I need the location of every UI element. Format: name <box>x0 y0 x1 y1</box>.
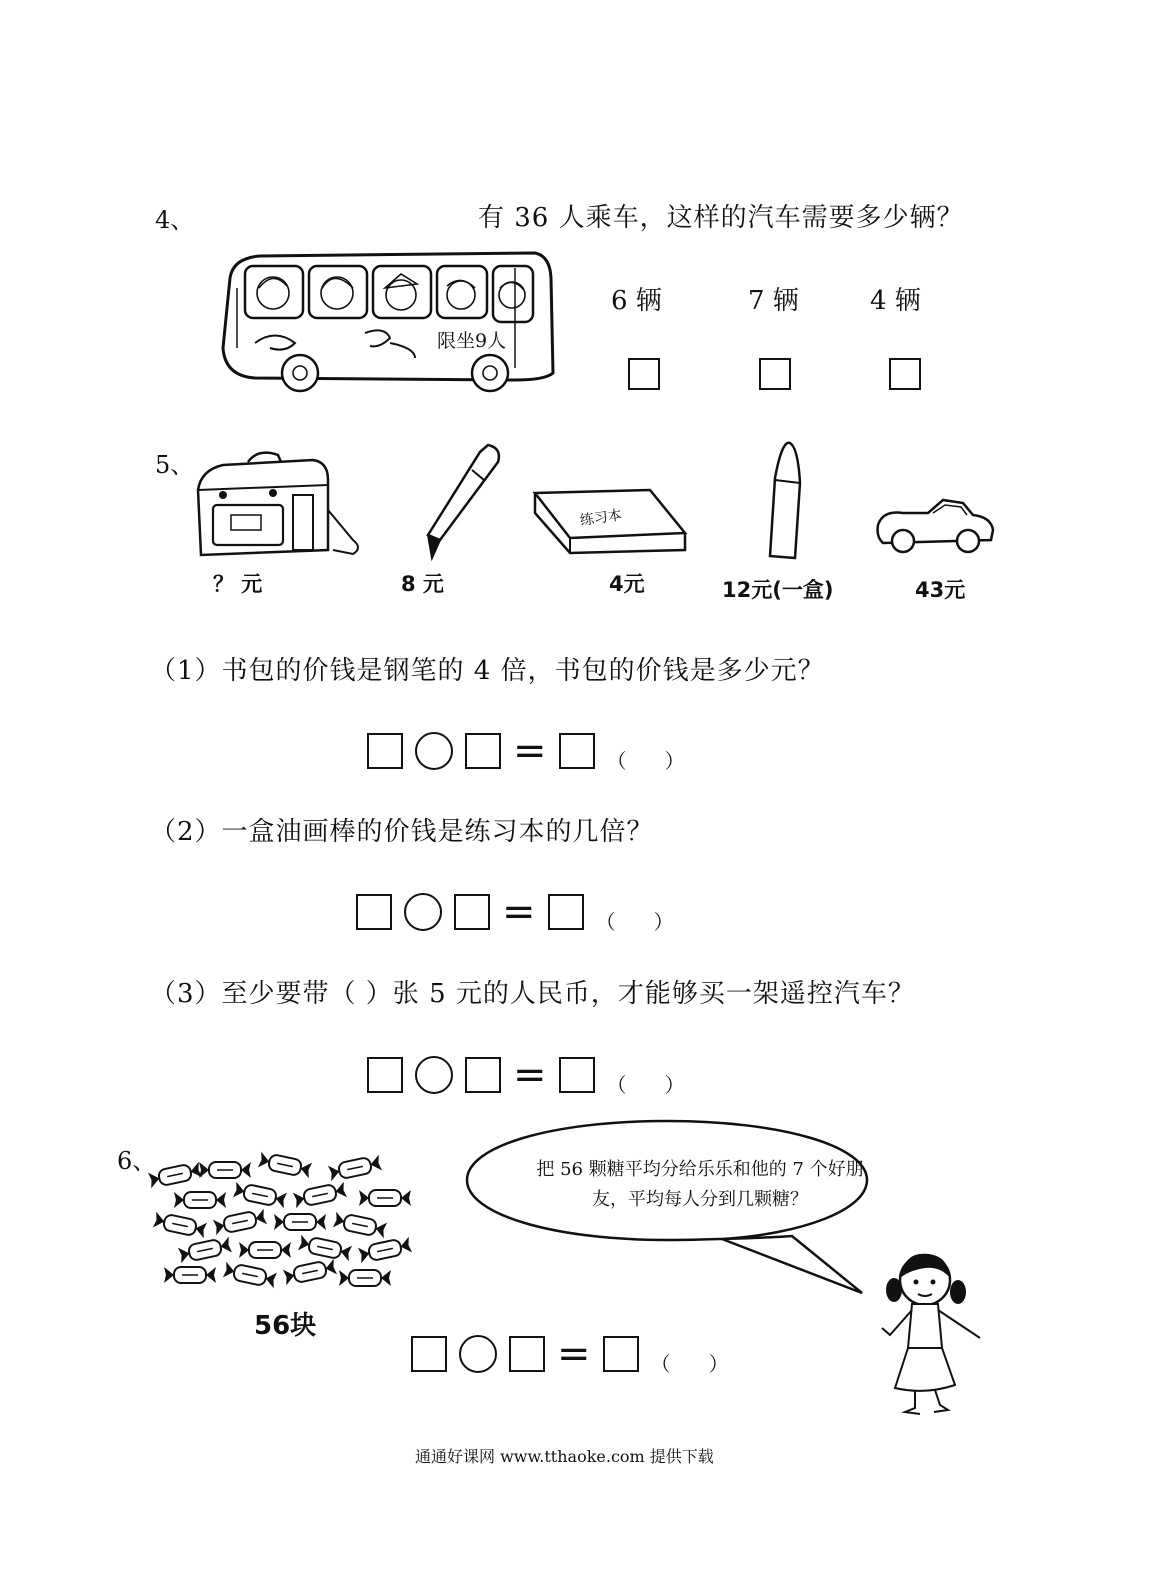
subquestion-3-text: （3）至少要带（ ）张 5 元的人民币，才能够买一架遥控汽车？ <box>150 979 915 1009</box>
option-label-1: 6 辆 <box>611 286 662 316</box>
candy-icon <box>153 1212 207 1238</box>
candy-icon <box>333 1212 387 1238</box>
candy-icon <box>358 1237 412 1263</box>
candy-icon <box>274 1214 326 1230</box>
bus-sign: 限坐9人 <box>437 330 507 352</box>
equals-sign: = <box>513 1051 547 1098</box>
price-schoolbag: ？ 元 <box>213 572 263 596</box>
candy-icon <box>293 1182 347 1208</box>
operator-circle[interactable] <box>415 1056 453 1094</box>
candy-icon <box>178 1237 232 1263</box>
option-label-3: 4 辆 <box>870 286 921 316</box>
result-box[interactable] <box>548 894 584 930</box>
unit-blank[interactable]: （ ） <box>606 749 685 773</box>
operator-circle[interactable] <box>404 893 442 931</box>
operator-circle[interactable] <box>459 1335 497 1373</box>
candy-icon <box>258 1152 312 1178</box>
unit-blank[interactable]: （ ） <box>606 1073 685 1097</box>
subquestion-1-text: （1）书包的价钱是钢笔的 4 倍，书包的价钱是多少元？ <box>150 656 825 686</box>
candy-icon <box>199 1162 251 1178</box>
toy-car-illustration <box>873 495 998 560</box>
footer-text: 通通好课网 www.tthaoke.com 提供下载 <box>415 1447 714 1466</box>
equals-sign: = <box>513 727 547 774</box>
equation-box[interactable] <box>356 894 392 930</box>
question-4-text: 有 36 人乘车，这样的汽车需要多少辆？ <box>478 203 964 233</box>
price-crayon-box: 12元(一盒) <box>722 578 834 602</box>
candy-icon <box>239 1242 291 1258</box>
equation-row-3 <box>367 1051 685 1098</box>
price-pen: 8 元 <box>401 572 444 596</box>
equation-row-1 <box>367 727 685 774</box>
candy-icon <box>148 1162 202 1188</box>
option-checkbox-2[interactable] <box>759 358 791 390</box>
candy-icon <box>328 1155 382 1181</box>
crayon-illustration <box>760 438 810 563</box>
candy-icon <box>174 1192 226 1208</box>
equation-box[interactable] <box>465 733 501 769</box>
bus-illustration <box>215 248 560 393</box>
equals-sign: = <box>502 888 536 935</box>
question-6-number: 6、 <box>117 1147 157 1175</box>
candy-pile-illustration <box>155 1150 435 1300</box>
candy-icon <box>283 1259 337 1285</box>
operator-circle[interactable] <box>415 732 453 770</box>
unit-blank[interactable]: （ ） <box>650 1352 729 1376</box>
option-checkbox-1[interactable] <box>628 358 660 390</box>
pen-illustration <box>410 440 510 565</box>
result-box[interactable] <box>603 1336 639 1372</box>
equals-sign: = <box>557 1330 591 1377</box>
unit-blank[interactable]: （ ） <box>595 910 674 934</box>
speech-bubble-text: 把 56 颗糖平均分给乐乐和他的 7 个好朋友，平均每人分到几颗糖？ <box>536 1159 864 1210</box>
equation-box[interactable] <box>367 1057 403 1093</box>
equation-box[interactable] <box>454 894 490 930</box>
candy-icon <box>298 1235 352 1261</box>
candy-icon <box>223 1262 277 1288</box>
exercise-book-label: 练习本 <box>579 507 623 530</box>
equation-row-2 <box>356 888 674 935</box>
candy-count-label: 56块 <box>254 1311 317 1341</box>
equation-box[interactable] <box>411 1336 447 1372</box>
candy-icon <box>233 1182 287 1208</box>
equation-box[interactable] <box>465 1057 501 1093</box>
question-5-number: 5、 <box>155 451 195 479</box>
option-checkbox-3[interactable] <box>889 358 921 390</box>
candy-icon <box>213 1209 267 1235</box>
result-box[interactable] <box>559 733 595 769</box>
equation-row-4 <box>411 1330 729 1377</box>
girl-illustration <box>870 1240 995 1420</box>
exercise-book-illustration <box>530 488 690 558</box>
candy-icon <box>359 1190 411 1206</box>
price-exercise-book: 4元 <box>609 572 645 596</box>
candy-icon <box>164 1267 216 1283</box>
result-box[interactable] <box>559 1057 595 1093</box>
equation-box[interactable] <box>509 1336 545 1372</box>
schoolbag-illustration <box>193 450 368 565</box>
price-toy-car: 43元 <box>915 578 966 602</box>
subquestion-2-text: （2）一盒油画棒的价钱是练习本的几倍？ <box>150 817 654 847</box>
option-label-2: 7 辆 <box>748 286 799 316</box>
candy-icon <box>339 1270 391 1286</box>
equation-box[interactable] <box>367 733 403 769</box>
question-4-number: 4、 <box>155 206 195 234</box>
